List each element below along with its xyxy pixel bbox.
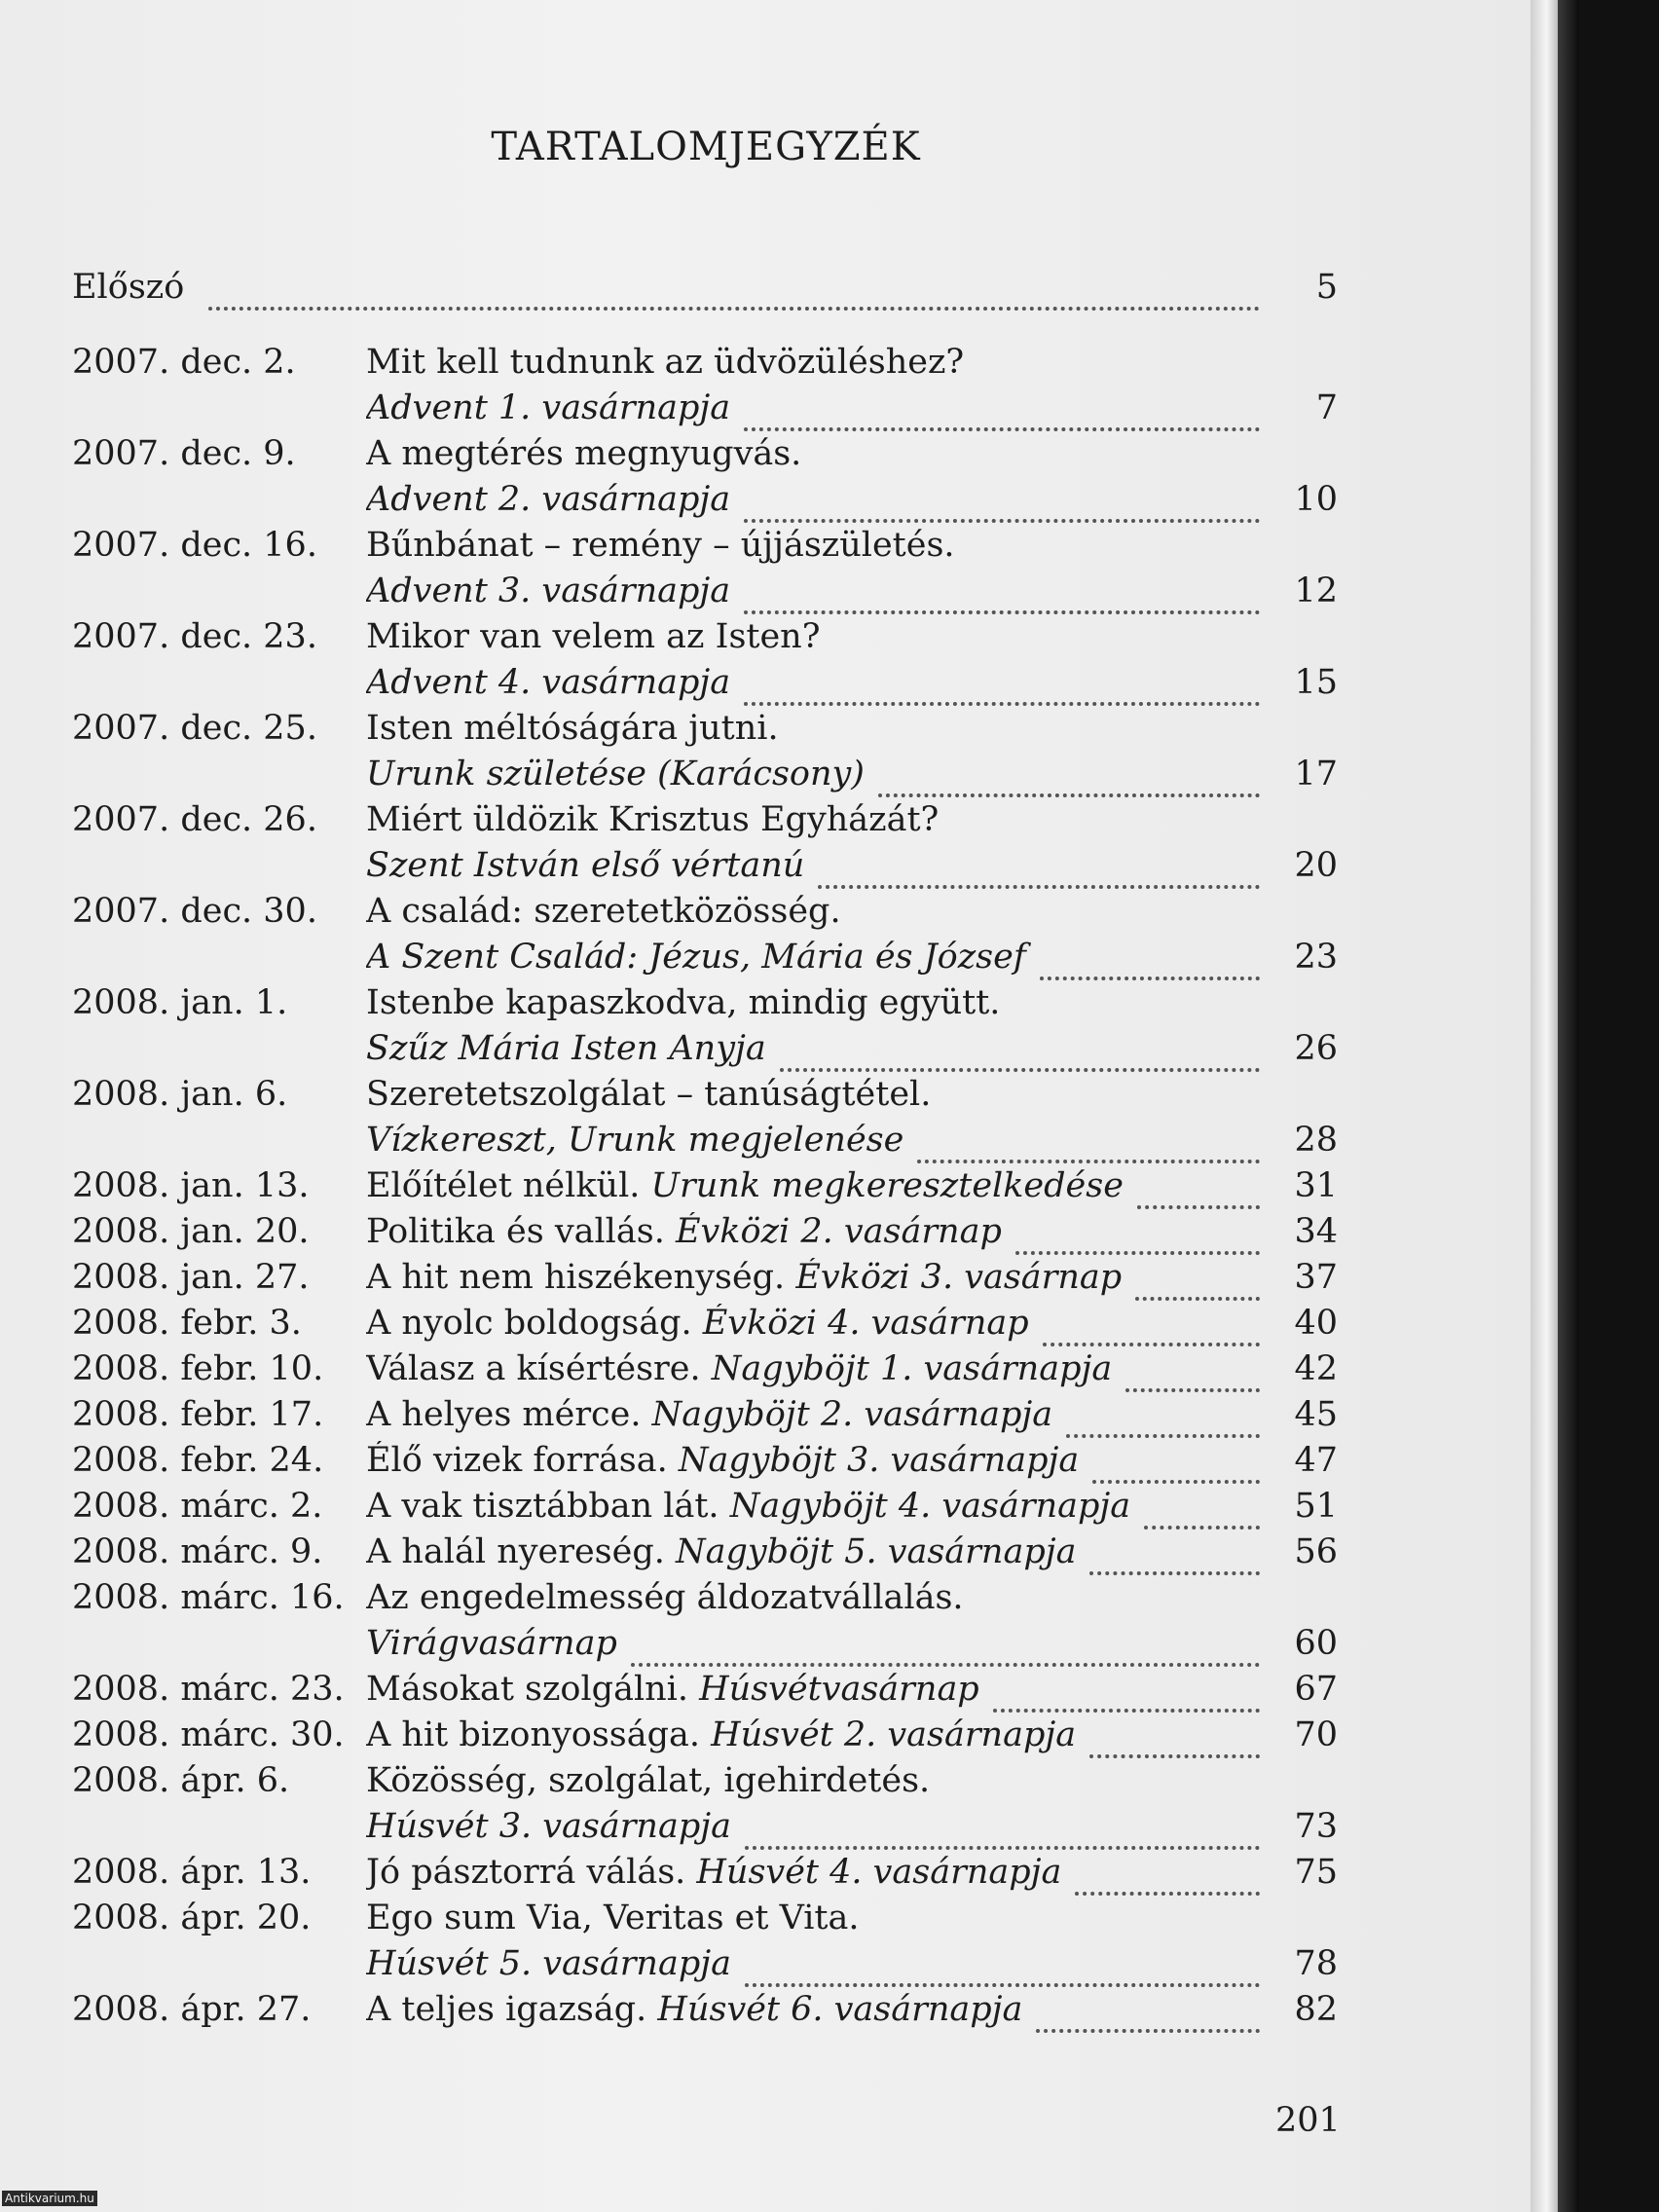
toc-entry-line	[72, 434, 1338, 480]
toc-entry-line	[72, 938, 1338, 983]
entry-title-italic: Húsvét 6. vasárnapja	[657, 1990, 1023, 2029]
page-number: 67	[1294, 1670, 1338, 1709]
entry-date: 2008. jan. 27.	[72, 1258, 310, 1297]
dot-leader	[1135, 1268, 1260, 1301]
page-number: 56	[1294, 1532, 1338, 1571]
toc-entry-line	[72, 480, 1338, 526]
entry-title-italic: Virágvasárnap	[366, 1624, 617, 1663]
page-number: 10	[1294, 480, 1338, 519]
page-number: 28	[1294, 1121, 1338, 1160]
entry-date: 2008. jan. 6.	[72, 1075, 288, 1114]
entry-title	[366, 800, 1338, 846]
entry-title-italic: Urunk születése (Karácsony)	[366, 755, 865, 793]
entry-date: 2008. febr. 24.	[72, 1441, 324, 1480]
page-number: 15	[1294, 663, 1338, 702]
dot-leader	[818, 856, 1260, 889]
toc-entry-line	[72, 617, 1338, 663]
dot-leader	[878, 764, 1260, 797]
entry-date: 2007. dec. 23.	[72, 617, 317, 656]
entry-title-italic: Vízkereszt, Urunk megjelenése	[366, 1121, 904, 1160]
toc-entry-line	[72, 1395, 1338, 1441]
entry-date: 2007. dec. 16.	[72, 526, 317, 565]
page-number: 37	[1294, 1258, 1338, 1297]
page-number: 23	[1294, 938, 1338, 977]
dot-leader	[744, 398, 1260, 431]
entry-title-plain: Válasz a kísértésre.	[366, 1349, 712, 1388]
page-number: 70	[1294, 1715, 1338, 1754]
entry-date: 2008. febr. 17.	[72, 1395, 324, 1434]
toc-entry-line	[72, 663, 1338, 709]
toc-entry-line	[72, 892, 1338, 938]
toc-entry-line	[72, 983, 1338, 1029]
entry-date: 2007. dec. 9.	[72, 434, 296, 473]
entry-title-italic: Advent 2. vasárnapja	[366, 480, 731, 519]
watermark: Antikvarium.hu	[2, 2191, 97, 2206]
entry-title-plain: A megtérés megnyugvás.	[366, 434, 802, 473]
entry-date: 2007. dec. 30.	[72, 892, 317, 931]
entry-title-italic: A Szent Család: Jézus, Mária és József	[366, 938, 1026, 977]
entry-title-plain: A nyolc boldogság.	[366, 1304, 703, 1343]
page-number: 51	[1294, 1487, 1338, 1526]
dot-leader	[744, 673, 1260, 706]
toc-entry-line	[72, 388, 1338, 434]
dot-leader	[1040, 947, 1260, 980]
toc-entry-line	[72, 846, 1338, 892]
entry-date: 2008. márc. 9.	[72, 1532, 323, 1571]
entry-title-plain: Jó pásztorrá válás.	[366, 1853, 697, 1892]
dot-leader	[745, 1954, 1260, 1987]
entry-date: 2007. dec. 2.	[72, 343, 296, 382]
toc-entry-line	[72, 1715, 1338, 1761]
preface-label: Előszó	[72, 268, 185, 307]
toc-entry-line	[72, 1532, 1338, 1578]
page-number: 7	[1315, 388, 1338, 427]
toc-entry-line	[72, 571, 1338, 617]
toc-entry-line	[72, 1166, 1338, 1212]
entry-title-plain: Istenbe kapaszkodva, mindig együtt.	[366, 983, 1001, 1022]
binding-gloss	[1558, 0, 1579, 2212]
page-number: 78	[1294, 1944, 1338, 1983]
entry-title-italic: Évközi 2. vasárnap	[675, 1212, 1002, 1251]
toc-entry-line	[72, 1349, 1338, 1395]
entry-title-italic: Évközi 4. vasárnap	[702, 1304, 1029, 1343]
dot-leader	[1066, 1405, 1260, 1438]
entry-title-plain: Másokat szolgálni.	[366, 1670, 700, 1709]
dot-leader	[1144, 1496, 1260, 1530]
entry-title-plain: Az engedelmesség áldozatvállalás.	[366, 1578, 964, 1617]
entry-title-plain: Mit kell tudnunk az üdvözüléshez?	[366, 343, 965, 382]
table-of-contents	[72, 268, 1338, 2036]
dot-leader	[993, 1679, 1260, 1713]
toc-entry-line	[72, 755, 1338, 800]
toc-entry-line	[72, 800, 1338, 846]
toc-entry-line	[72, 1212, 1338, 1258]
entry-title-plain: A család: szeretetközösség.	[366, 892, 841, 931]
entry-title-italic: Húsvétvasárnap	[699, 1670, 979, 1709]
entry-title-plain: A helyes mérce.	[366, 1395, 652, 1434]
toc-entry-line	[72, 1761, 1338, 1807]
entry-date: 2008. ápr. 13.	[72, 1853, 312, 1892]
dot-leader	[745, 1817, 1260, 1850]
entry-date: 2008. márc. 30.	[72, 1715, 345, 1754]
dot-leader	[1043, 1313, 1260, 1346]
entry-title-plain: Közösség, szolgálat, igehirdetés.	[366, 1761, 931, 1800]
dot-leader	[744, 490, 1260, 523]
entry-title-italic: Húsvét 2. vasárnapja	[711, 1715, 1077, 1754]
entry-date: 2008. jan. 1.	[72, 983, 288, 1022]
entry-title-italic: Advent 3. vasárnapja	[366, 571, 731, 610]
entry-title-plain: Élő vizek forrása.	[366, 1441, 679, 1480]
entry-title	[366, 343, 1338, 388]
entry-title	[366, 1899, 1338, 1944]
entry-title	[366, 1761, 1338, 1807]
entry-title-plain: Mikor van velem az Isten?	[366, 617, 821, 656]
entry-date: 2008. ápr. 6.	[72, 1761, 290, 1800]
page-number: 26	[1294, 1029, 1338, 1068]
entry-title-italic: Húsvét 5. vasárnapja	[366, 1944, 731, 1983]
entry-title-plain: A vak tisztábban lát.	[366, 1487, 730, 1526]
dot-leader	[1089, 1725, 1260, 1758]
toc-entry-line	[72, 1578, 1338, 1624]
entry-title-italic: Húsvét 3. vasárnapja	[366, 1807, 731, 1846]
toc-entry-line	[72, 1075, 1338, 1121]
entry-title-italic: Nagyböjt 2. vasárnapja	[651, 1395, 1053, 1434]
entry-title-italic: Nagyböjt 1. vasárnapja	[711, 1349, 1113, 1388]
entry-title-italic: Advent 1. vasárnapja	[366, 388, 731, 427]
entry-title-plain: A hit nem hiszékenység.	[366, 1258, 796, 1297]
toc-preface	[72, 268, 1338, 313]
entry-title-italic: Évközi 3. vasárnap	[795, 1258, 1123, 1297]
entry-date: 2008. febr. 10.	[72, 1349, 324, 1388]
dot-leader	[1125, 1359, 1260, 1392]
entry-date: 2008. febr. 3.	[72, 1304, 302, 1343]
toc-entry-line	[72, 1258, 1338, 1304]
page-number: 12	[1294, 571, 1338, 610]
toc-entry-line	[72, 1899, 1338, 1944]
entry-title	[366, 526, 1338, 571]
entry-title-italic: Urunk megkeresztelkedése	[650, 1166, 1124, 1205]
entry-date: 2008. jan. 20.	[72, 1212, 310, 1251]
toc-entry-line	[72, 1807, 1338, 1853]
entry-title-plain: A halál nyereség.	[366, 1532, 676, 1571]
entry-title-plain: A hit bizonyossága.	[366, 1715, 712, 1754]
entry-date: 2007. dec. 25.	[72, 709, 317, 748]
entry-date: 2007. dec. 26.	[72, 800, 317, 839]
page-number: 73	[1294, 1807, 1338, 1846]
page-number: 47	[1294, 1441, 1338, 1480]
entry-title-italic: Advent 4. vasárnapja	[366, 663, 731, 702]
entry-date: 2008. márc. 2.	[72, 1487, 323, 1526]
entry-date: 2008. ápr. 27.	[72, 1990, 312, 2029]
entry-title-italic: Szűz Mária Isten Anyja	[366, 1029, 766, 1068]
page-number: 31	[1294, 1166, 1338, 1205]
entry-title-italic: Nagyböjt 5. vasárnapja	[676, 1532, 1077, 1571]
entry-title-italic: Nagyböjt 3. vasárnapja	[678, 1441, 1080, 1480]
toc-entry-line	[72, 1121, 1338, 1166]
dot-leader	[917, 1130, 1260, 1163]
page-number: 20	[1294, 846, 1338, 885]
dot-leader	[1092, 1451, 1260, 1484]
toc-entry-line	[72, 1670, 1338, 1715]
toc-entry-line	[72, 1487, 1338, 1532]
entry-title-plain: Isten méltóságára jutni.	[366, 709, 779, 748]
entry-title-plain: Politika és vallás.	[366, 1212, 676, 1251]
page-title: TARTALOMJEGYZÉK	[491, 125, 921, 169]
toc-entry-line	[72, 709, 1338, 755]
toc-entry-line	[72, 1029, 1338, 1075]
page-number: 60	[1294, 1624, 1338, 1663]
page-number: 17	[1294, 755, 1338, 793]
folio-number: 201	[1275, 2101, 1341, 2140]
entry-title-italic: Nagyböjt 4. vasárnapja	[729, 1487, 1131, 1526]
entry-date: 2008. márc. 16.	[72, 1578, 345, 1617]
toc-entry-line	[72, 1990, 1338, 2036]
page-number: 5	[1315, 268, 1338, 307]
entry-title-italic: Szent István első vértanú	[366, 846, 805, 885]
dot-leader	[1075, 1862, 1260, 1896]
entry-title	[366, 983, 1338, 1029]
toc-entry-line	[72, 1853, 1338, 1899]
entry-title-plain: Miért üldözik Krisztus Egyházát?	[366, 800, 940, 839]
dot-leader	[1137, 1176, 1260, 1209]
entry-title-plain: Ego sum Via, Veritas et Vita.	[366, 1899, 860, 1937]
dot-leader	[744, 581, 1260, 614]
page-number: 42	[1294, 1349, 1338, 1388]
toc-entry-line	[72, 1944, 1338, 1990]
page-number: 45	[1294, 1395, 1338, 1434]
entry-date: 2008. ápr. 20.	[72, 1899, 312, 1937]
entry-title	[366, 617, 1338, 663]
entry-title-plain: A teljes igazság.	[366, 1990, 658, 2029]
entry-title	[366, 1075, 1338, 1121]
page-number: 82	[1294, 1990, 1338, 2029]
toc-entry-line	[72, 526, 1338, 571]
dot-leader	[631, 1634, 1260, 1667]
toc-entries	[72, 343, 1338, 2036]
entry-title-plain: Bűnbánat – remény – újjászületés.	[366, 526, 955, 565]
dot-leader	[208, 277, 1260, 311]
entry-title-plain: Előítélet nélkül.	[366, 1166, 651, 1205]
entry-title	[366, 892, 1338, 938]
entry-date: 2008. jan. 13.	[72, 1166, 310, 1205]
page-number: 75	[1294, 1853, 1338, 1892]
toc-entry-line	[72, 343, 1338, 388]
entry-title	[366, 1578, 1338, 1624]
entry-date: 2008. márc. 23.	[72, 1670, 345, 1709]
dot-leader	[1036, 2000, 1260, 2033]
entry-title-italic: Húsvét 4. vasárnapja	[696, 1853, 1062, 1892]
dot-leader	[1015, 1222, 1260, 1255]
dot-leader	[780, 1039, 1260, 1072]
entry-title	[366, 434, 1338, 480]
toc-entry-line	[72, 1624, 1338, 1670]
dot-leader	[1089, 1542, 1260, 1575]
toc-entry-line	[72, 1441, 1338, 1487]
entry-title	[366, 709, 1338, 755]
page-edge	[1530, 0, 1558, 2212]
toc-entry-line	[72, 1304, 1338, 1349]
entry-title-plain: Szeretetszolgálat – tanúságtétel.	[366, 1075, 932, 1114]
page-number: 40	[1294, 1304, 1338, 1343]
page-number: 34	[1294, 1212, 1338, 1251]
